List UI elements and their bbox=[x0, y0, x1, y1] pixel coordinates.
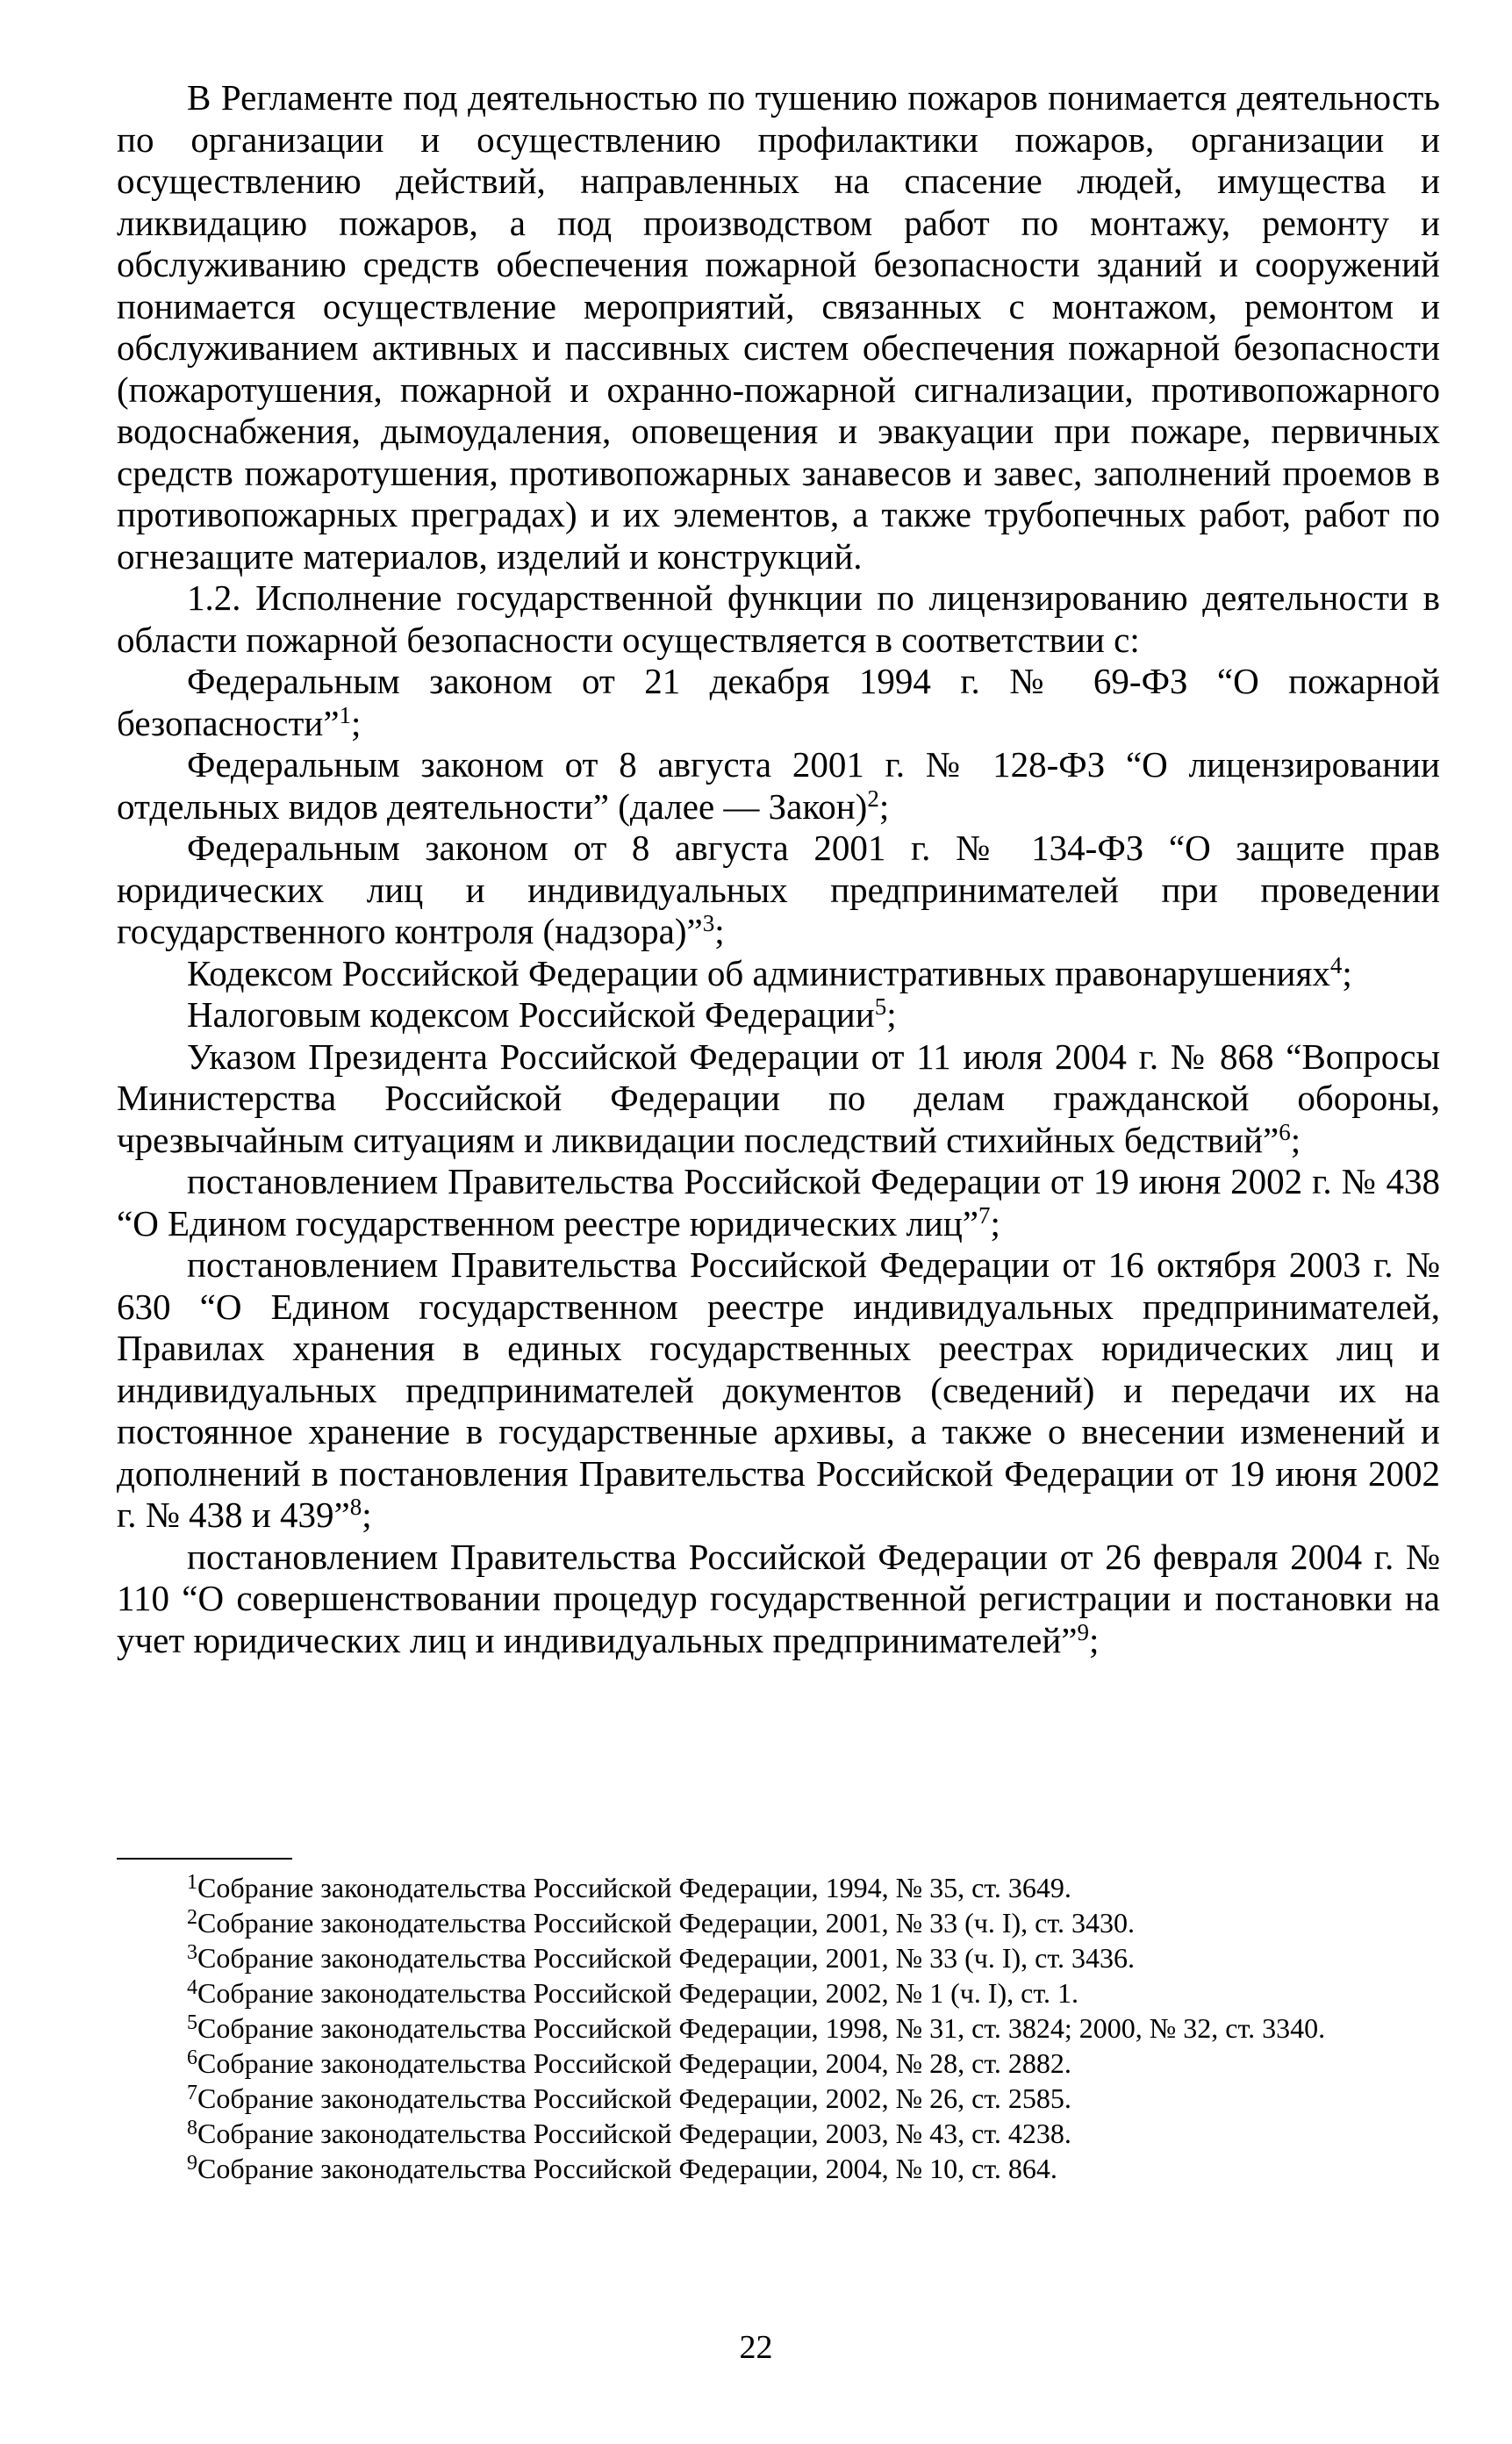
footnote-ref: 8 bbox=[349, 1494, 362, 1520]
footnote-text: Собрание законодательства Российской Федерации, 2002, № 1 (ч. I), ст. 1. bbox=[197, 1977, 1078, 2009]
paragraph-law-69fz bbox=[117, 661, 1440, 744]
paragraph-text: Кодексом Российской Федерации об административных правонарушениях bbox=[187, 952, 1330, 993]
paragraph-definition bbox=[117, 77, 1440, 577]
paragraph-decree-868 bbox=[117, 1036, 1440, 1162]
paragraph-text: Федеральным законом от 21 декабря 1994 г. № 69-ФЗ “О пожарной безопасности” bbox=[117, 661, 1440, 743]
footnote-ref: 9 bbox=[1077, 1618, 1089, 1645]
footnote-3 bbox=[117, 1940, 1440, 1975]
paragraph-text: 1.2. Исполнение государственной функции по лицензированию деятельности в области пожарной безопасности осуществляется в соответствии с: bbox=[117, 577, 1440, 660]
paragraph-text: В Регламенте под деятельностью по тушению пожаров понимается деятельность по организации и осуществлению профилактики пожаров, организации и осуществлению действий, направленных на спасение людей, имущества и ликвидацию пожаров, а под производством работ по монтажу, ремонту и обслуживанию средств обеспечения пожарной безопасности зданий и сооружений понимается осуществление мероприятий, связанных с монтажом, ремонтом и обслуживанием активных и пассивных систем обеспечения пожарной безопасности (пожаротушения, пожарной и охранно-пожарной сигнализации, противопожарного водоснабжения, дымоудаления, оповещения и эвакуации при пожаре, первичных средств пожаротушения, противопожарных занавесов и завес, заполнений проемов в противопожарных преградах) и их элементов, а также трубопечных работ, работ по огнезащите материалов, изделий и конструкций. bbox=[117, 77, 1440, 577]
footnote-number: 4 bbox=[187, 1976, 197, 1999]
paragraph-text: постановлением Правительства Российской Федерации от 26 февраля 2004 г. № 110 “О совершенствовании процедур государственной регистрации и постановки на учет юридических лиц и индивидуальных предпринимателей” bbox=[117, 1536, 1440, 1660]
footnote-4 bbox=[117, 1975, 1440, 2010]
footnote-6 bbox=[117, 2046, 1440, 2081]
footnote-divider bbox=[117, 1858, 292, 1860]
footnote-9 bbox=[117, 2151, 1440, 2186]
paragraph-text: Федеральным законом от 8 августа 2001 г. № 128-ФЗ “О лицензировании отдельных видов деятельности” (далее — Закон) bbox=[117, 744, 1440, 827]
paragraph-tail: ; bbox=[351, 702, 362, 743]
footnote-8 bbox=[117, 2116, 1440, 2151]
paragraph-resolution-438 bbox=[117, 1161, 1440, 1244]
footnote-ref: 4 bbox=[1329, 951, 1343, 978]
paragraph-resolution-110 bbox=[117, 1537, 1440, 1662]
footnote-ref: 3 bbox=[702, 910, 715, 936]
paragraph-text: постановлением Правительства Российской Федерации от 19 июня 2002 г. № 438 “О Едином государственном реестре юридических лиц” bbox=[117, 1161, 1440, 1244]
paragraph-text: Федеральным законом от 8 августа 2001 г. № 134-ФЗ “О защите прав юридических лиц и индивидуальных предпринимателей при проведении государственного контроля (надзора)” bbox=[117, 828, 1440, 951]
footnote-7 bbox=[117, 2081, 1440, 2116]
footnote-ref: 6 bbox=[1279, 1118, 1291, 1145]
footnote-number: 3 bbox=[187, 1941, 197, 1964]
paragraph-tax-code bbox=[117, 994, 1440, 1036]
footnote-ref: 5 bbox=[874, 993, 887, 1020]
paragraph-tail: ; bbox=[886, 994, 897, 1035]
footnote-ref: 2 bbox=[867, 785, 879, 812]
footnote-number: 6 bbox=[187, 2046, 197, 2069]
footnote-number: 9 bbox=[187, 2152, 197, 2175]
paragraph-section-1-2 bbox=[117, 577, 1440, 661]
paragraph-tail: ; bbox=[878, 785, 890, 827]
footnote-1 bbox=[117, 1870, 1440, 1905]
footnote-text: Собрание законодательства Российской Федерации, 2002, № 26, ст. 2585. bbox=[197, 2082, 1071, 2114]
page-number: 22 bbox=[739, 2329, 773, 2366]
footnote-number: 7 bbox=[187, 2082, 197, 2104]
paragraph-tail: ; bbox=[362, 1494, 372, 1535]
paragraph-law-128fz bbox=[117, 744, 1440, 828]
paragraph-text: Указом Президента Российской Федерации от 11 июля 2004 г. № 868 “Вопросы Министерства Российской Федерации по делам гражданской обороны, чрезвычайным ситуациям и ликвидации последствий стихийных бедствий” bbox=[117, 1036, 1440, 1160]
paragraph-resolution-630 bbox=[117, 1244, 1440, 1537]
footnote-number: 1 bbox=[187, 1871, 197, 1894]
paragraph-tail: ; bbox=[1290, 1119, 1301, 1160]
paragraph-tail: ; bbox=[990, 1202, 1000, 1244]
footnote-text: Собрание законодательства Российской Федерации, 2003, № 43, ст. 4238. bbox=[197, 2118, 1071, 2149]
footnote-text: Собрание законодательства Российской Федерации, 1998, № 31, ст. 3824; 2000, № 32, ст. 3340. bbox=[197, 2012, 1326, 2044]
footnote-text: Собрание законодательства Российской Федерации, 2004, № 10, ст. 864. bbox=[197, 2153, 1057, 2184]
footnote-2 bbox=[117, 1905, 1440, 1940]
footnote-text: Собрание законодательства Российской Федерации, 2004, № 28, ст. 2882. bbox=[197, 2047, 1071, 2079]
footnote-text: Собрание законодательства Российской Федерации, 2001, № 33 (ч. I), ст. 3430. bbox=[197, 1907, 1135, 1939]
document-body bbox=[117, 77, 1440, 1661]
paragraph-tail: ; bbox=[1342, 952, 1352, 993]
footnotes bbox=[117, 1858, 1440, 2186]
paragraph-tail: ; bbox=[714, 911, 725, 951]
paragraph-text: Налоговым кодексом Российской Федерации bbox=[187, 994, 875, 1035]
footnote-number: 2 bbox=[187, 1906, 197, 1929]
paragraph-law-134fz bbox=[117, 828, 1440, 953]
footnote-text: Собрание законодательства Российской Федерации, 2001, № 33 (ч. I), ст. 3436. bbox=[197, 1942, 1135, 1974]
paragraph-koap bbox=[117, 953, 1440, 995]
footnote-ref: 1 bbox=[339, 701, 352, 728]
footnote-5 bbox=[117, 2010, 1440, 2046]
footnote-ref: 7 bbox=[978, 1201, 991, 1229]
footnote-number: 8 bbox=[187, 2117, 197, 2139]
paragraph-text: постановлением Правительства Российской Федерации от 16 октября 2003 г. № 630 “О Едином государственном реестре индивидуальных предпринимателей, Правилах хранения в единых государственных реестрах юридических лиц и индивидуальных предпринимателей документов (сведений) и передачи их на постоянное хранение в государственные архивы, а также о внесении изменений и дополнений в постановления Правительства Российской Федерации от 19 июня 2002 г. № 438 и 439” bbox=[117, 1244, 1440, 1535]
footnote-number: 5 bbox=[187, 2011, 197, 2034]
paragraph-tail: ; bbox=[1089, 1619, 1100, 1660]
footnote-text: Собрание законодательства Российской Федерации, 1994, № 35, ст. 3649. bbox=[197, 1872, 1071, 1903]
